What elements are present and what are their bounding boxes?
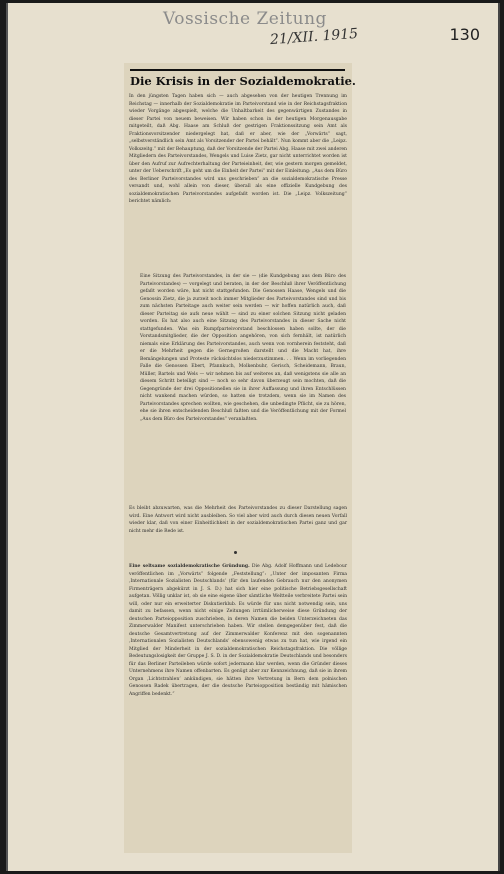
article-subhead: Eine seltsame sozialdemokratische Gründung. bbox=[129, 564, 250, 569]
archive-page bbox=[6, 3, 500, 871]
article-headline: Die Krisis in der Sozialdemokratie. bbox=[130, 69, 345, 88]
newspaper-clipping bbox=[124, 63, 356, 853]
page-number: 130 bbox=[449, 25, 480, 44]
article-quote: Eine Sitzung des Parteivorstandes, in der sie — (die Kundgebung aus dem Büro des Parteivorstandes) — vorgelegt und beraten, in der der Beschluß ihrer Veröffentlichung gefaßt worden wäre, hat nicht stattgefunden. Die Genossen Haase, Wengels und die Genossin Zietz, die ja zurzeit noch immer Mitglieder des Parteivorstandes sind und bis zum nächsten Parteitage auch weiter sein werden — wir hoffen natürlich auch, daß dieser Parteitag sie aufs neue wählt — sind zu einer solchen Sitzung nicht geladen worden. Es hat also auch eine Sitzung des Parteivorstandes in dieser Sache nicht stattgefunden. Was ein Rumpfparteivorstand beschlossen haben sollte, der die Vorstandsmitglieder, die der Opposition angehören, von sich fernhält, ist natürlich niemals eine Erklärung des Parteivorstandes, auch wenn von vornherein feststeht, daß er die Mehrheit gegen die Gernegroßen darstellt und die Macht hat, ihre Bemängelungen und Proteste rücksichtslos niederzustimmen. . . Wenn im vorliegenden Falle die Genossen Ebert, Pfannkuch, Molkenbuhr, Gerisch, Scheidemann, Braun, Müller, Bartels und Wels — wir nehmen bis auf weiteres an, daß wenigstens sie alle an diesem Schritt beteiligt sind — noch so sehr davon überzeugt sein mochten, daß die Gegengründe der drei Oppositionellen sie in ihrer Auffassung und ihren Entschlüssen nicht wankend machen würden, so hatten sie trotzdem, wenn sie im Namen des Parteivorstandes sprechen wollten, wie geschehen, die unbedingte Pflicht, sie zu hören, ehe sie ihren entscheidenden Beschluß faßten und die Veröffentlichung mit der Formel „Aus dem Büro des Parteivorstandes“ veranlaßten. bbox=[140, 274, 346, 422]
newspaper-masthead: Vossische Zeitung bbox=[163, 9, 327, 29]
article-paragraph-2: Es bleibt abzuwarten, was die Mehrheit des Parteivorstandes zu dieser Darstellung sagen wird. Eine Antwort wird nicht ausbleiben. So viel aber wird auch durch diesen neuen Vorfall wieder klar, daß von einer Einheitlichkeit in der sozialdemokratischen Partei ganz und gar nicht mehr die Rede ist. bbox=[129, 506, 347, 534]
article-paragraph-3: Die Abg. Adolf Hoffmann und Ledebour veröffentlichen im „Vorwärts“ folgende „Feststellung“: „Unter der imposanten Firma ‚Internationale Sozialisten Deutschlands‘ (für den laufenden Gebrauch nur den anonymen Firmenträgern abgekürzt in J. S. D.) hat sich hier eine politische Betriebsgesellschaft aufgetan. Völlig unklar ist, ob sie eine eigene über sämtliche Weltteile verbreitete Partei sein will, oder nur ein erweiterter Diskutierklub. Es würde für uns nicht notwendig sein, uns damit zu befassen, wenn nicht einige Zeitungen irrtümlicherweise diese Gründung der deutschen Parteiopposition zuschrieben, in deren Namen die beiden Unterzeichneten das Zimmerwalder Manifest unterschrieben haben. Wir stellen demgegenüber fest, daß die deutsche Gesamtvertretung auf der Zimmerwalder Konferenz mit den sogenannten ‚Internationalen Sozialisten Deutschlands‘ ebensowenig etwas zu tun hat, wie irgend ein Mitglied der Minderheit in der sozialdemokratischen Reichstagsfraktion. Die völlige Bedeutungslosigkeit der Gruppe J. S. D. in der Sozialdemokratie Deutschlands und besonders für das Berliner Parteileben würde sofort jedermann klar werden, wenn die Gründer dieses Unternehmens ihre Namen offenbarten. Es genügt aber zur Kennzeichnung, daß sie in ihrem Organ ‚Lichtstrahlen‘ ankündigen, sie hätten ihre Vertretung in Bern dem polnischen Genossen Radek übertragen, der die deutsche Parteiopposition beständig mit hämischen Angriffen bedenkt.“ bbox=[129, 564, 348, 697]
separator-dot bbox=[234, 551, 237, 554]
article-section-2 bbox=[129, 563, 347, 698]
article-paragraph-1: In den jüngsten Tagen haben sich — auch abgesehen von der heutigen Trennung im Reichstag — innerhalb der Sozialdemokratie im Parteivorstand wie in der Reichstagsfraktion wieder Vorgänge abgespielt, welche die Unhaltbarkeit des gegenwärtigen Zustandes in dieser Partei von neuem beweisen. Wir haben schon in der heutigen Morgenausgabe mitgeteilt, daß Abg. Haase am Schluß der gestrigen Fraktionssitzung sein Amt als Fraktionsvorsitzender niedergelegt hat, daß er aber, wie der „Vorwärts“ sagt, „selbstverständlich sein Amt als Vorsitzender der Partei behält“. Nun kommt aber die „Leipz. Volkszeitg.“ mit der Behauptung, daß der Vorsitzende der Partei Abg. Haase mit zwei anderen Mitgliedern des Parteivorstandes, Wengels und Luise Zietz, gar nicht unterrichtet worden ist über den Aufruf zur Aufrechterhaltung der Parteieinheit, der, wie gestern morgen gemeldet, unter der Ueberschrift „Es geht um die Einheit der Partei“ mit der Einleitung: „Aus dem Büro des Berliner Parteivorstandes wird uns geschrieben“ an die sozialdemokratische Presse versandt und, wohl allein von dieser, überall als eine offizielle Kundgebung des sozialdemokratischen Parteivorstandes aufgefaßt worden ist. Die „Leipz. Volkszeitung“ berichtet nämlich: bbox=[129, 94, 347, 204]
handwritten-date: 21/XII. 1915 bbox=[269, 25, 359, 49]
